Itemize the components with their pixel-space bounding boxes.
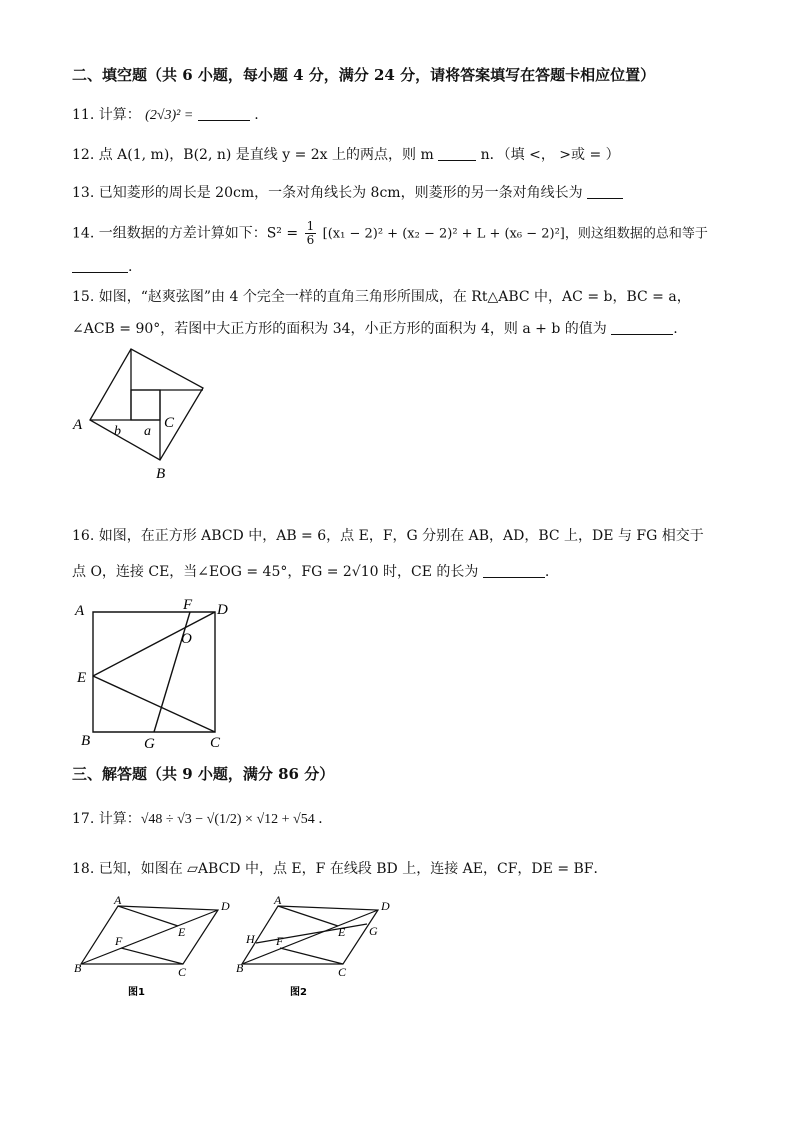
q14-fraction-denominator: 6 — [306, 233, 315, 247]
fig18a-label-D: D — [221, 899, 230, 913]
question-17 — [72, 810, 332, 829]
fig18a-label-C: C — [178, 965, 187, 979]
q15-number: 15. — [72, 289, 95, 305]
fig16-label-A: A — [75, 603, 85, 619]
question-16-line-2: 点 O，连接 CE，当∠EOG = 45°，FG = 2√10 时，CE 的长为 . — [72, 564, 550, 580]
q11-text: 计算： — [98, 107, 141, 123]
q13-number: 13. — [72, 185, 95, 201]
q16-line-1: 如图，在正方形 ABCD 中，AB = 6，点 E，F，G 分别在 AB，AD，BC 上，DE 与 FG 相交于 — [98, 528, 704, 544]
fig18a-caption: 图1 — [128, 987, 145, 998]
fig16-segment-DE — [93, 612, 215, 676]
fig18b-label-C: C — [338, 965, 347, 979]
q16-answer-blank[interactable] — [483, 563, 545, 578]
q15-line-1: 如图，“赵爽弦图”由 4 个完全一样的直角三角形所围成，在 Rt△ABC 中，AC = b，BC = a， — [98, 289, 691, 305]
fig18b-label-G: G — [369, 924, 378, 938]
question-14-blank-line: . — [72, 258, 132, 276]
figure-18-diagram-1 — [70, 890, 240, 1005]
fig16-segment-CE — [93, 676, 215, 732]
fig15-inner-square — [131, 390, 160, 420]
q11-expression: (2√3)² = — [145, 108, 194, 123]
q13-text: 已知菱形的周长是 20cm，一条对角线长为 8cm，则菱形的另一条对角线长为 — [98, 185, 583, 201]
q17-text: 计算：√48 ÷ √3 − √(1/2) × √12 + √54 ． — [98, 812, 333, 827]
fig18b-label-E: E — [338, 925, 346, 939]
q14-number: 14. — [72, 225, 95, 242]
fig18b-caption: 图2 — [290, 987, 307, 998]
fig18a-segment-AE — [118, 906, 178, 926]
fig18a-label-E: E — [178, 925, 186, 939]
q16-number: 16. — [72, 528, 95, 544]
q12-answer-blank[interactable] — [438, 146, 476, 161]
q16-line-2: 点 O，连接 CE，当∠EOG = 45°，FG = 2√10 时，CE 的长为 — [72, 564, 479, 580]
section-3-heading: 三、解答题（共 9 小题，满分 86 分） — [72, 765, 335, 783]
question-12 — [72, 146, 620, 164]
q14-fraction-numerator: 1 — [306, 219, 315, 233]
figure-18-diagram-2 — [232, 890, 402, 1005]
question-18 — [72, 860, 608, 878]
fig16-label-E: E — [77, 670, 87, 686]
fig18b-label-F: F — [276, 934, 284, 948]
q12-text-a: 点 A(1, m)，B(2, n) 是直线 y = 2x 上的两点，则 m — [98, 147, 434, 163]
q11-end: . — [254, 107, 259, 123]
fig18b-segment-HG — [256, 924, 367, 943]
q17-number: 17. — [72, 811, 95, 827]
fig16-label-C: C — [210, 735, 221, 751]
fig18b-segment-CF — [280, 948, 343, 964]
fig18b-label-A: A — [274, 893, 282, 907]
fig18a-segment-CF — [121, 948, 183, 964]
fig16-segment-FG — [154, 612, 190, 732]
fig18b-label-H: H — [246, 932, 255, 946]
question-13 — [72, 184, 623, 202]
fig18b-label-B: B — [236, 961, 244, 975]
fig16-label-F: F — [183, 597, 193, 613]
fig18b-label-D: D — [381, 899, 390, 913]
question-16-line-1 — [72, 527, 704, 545]
q11-answer-blank[interactable] — [198, 106, 250, 121]
fig15-label-C: C — [164, 415, 175, 431]
section-2-heading: 二、填空题（共 6 小题，每小题 4 分，满分 24 分，请将答案填写在答题卡相应位置） — [72, 66, 656, 84]
q13-answer-blank[interactable] — [587, 184, 623, 199]
fig18a-label-F: F — [115, 934, 123, 948]
q14-answer-blank[interactable] — [72, 258, 128, 273]
fig18a-label-A: A — [114, 893, 122, 907]
fig18b-segment-AE — [278, 906, 338, 926]
fig15-outer-square — [90, 349, 203, 460]
fig15-label-b: b — [114, 424, 121, 439]
q11-number: 11. — [72, 107, 95, 123]
fig16-label-D: D — [217, 602, 228, 618]
figure-16-square — [70, 594, 240, 754]
question-14 — [72, 220, 708, 247]
q18-number: 18. — [72, 861, 95, 877]
figure-15-chord-diagram — [70, 342, 220, 484]
question-15-line-1 — [72, 288, 691, 306]
q14-text-b: [(x₁ − 2)² + (x₂ − 2)² + L + (x₆ − 2)²]，则这组数据的总和等于 — [322, 226, 708, 242]
q12-number: 12. — [72, 147, 95, 163]
fig16-label-B: B — [81, 733, 91, 749]
question-15-line-2: ∠ACB = 90°，若图中大正方形的面积为 34，小正方形的面积为 4，则 a + b 的值为 . — [72, 321, 678, 337]
q12-text-b: n．（填 <， >或 = ） — [480, 147, 620, 163]
fig15-label-a: a — [144, 424, 151, 439]
fig16-square-ABCD — [93, 612, 215, 732]
q15-answer-blank[interactable] — [611, 320, 673, 335]
fig15-label-A: A — [73, 417, 83, 433]
question-11 — [72, 106, 259, 125]
q15-line-2: ∠ACB = 90°，若图中大正方形的面积为 34，小正方形的面积为 4，则 a + b 的值为 — [72, 321, 607, 337]
fig15-label-B: B — [156, 466, 166, 482]
q14-text-a: 一组数据的方差计算如下：S² = — [98, 225, 299, 242]
fig16-label-G: G — [144, 736, 155, 752]
fig18a-label-B: B — [74, 961, 82, 975]
q18-text: 已知，如图在 ▱ABCD 中，点 E，F 在线段 BD 上，连接 AE，CF，DE = BF． — [98, 861, 608, 877]
q14-fraction — [305, 220, 317, 247]
fig16-label-O: O — [181, 631, 192, 647]
